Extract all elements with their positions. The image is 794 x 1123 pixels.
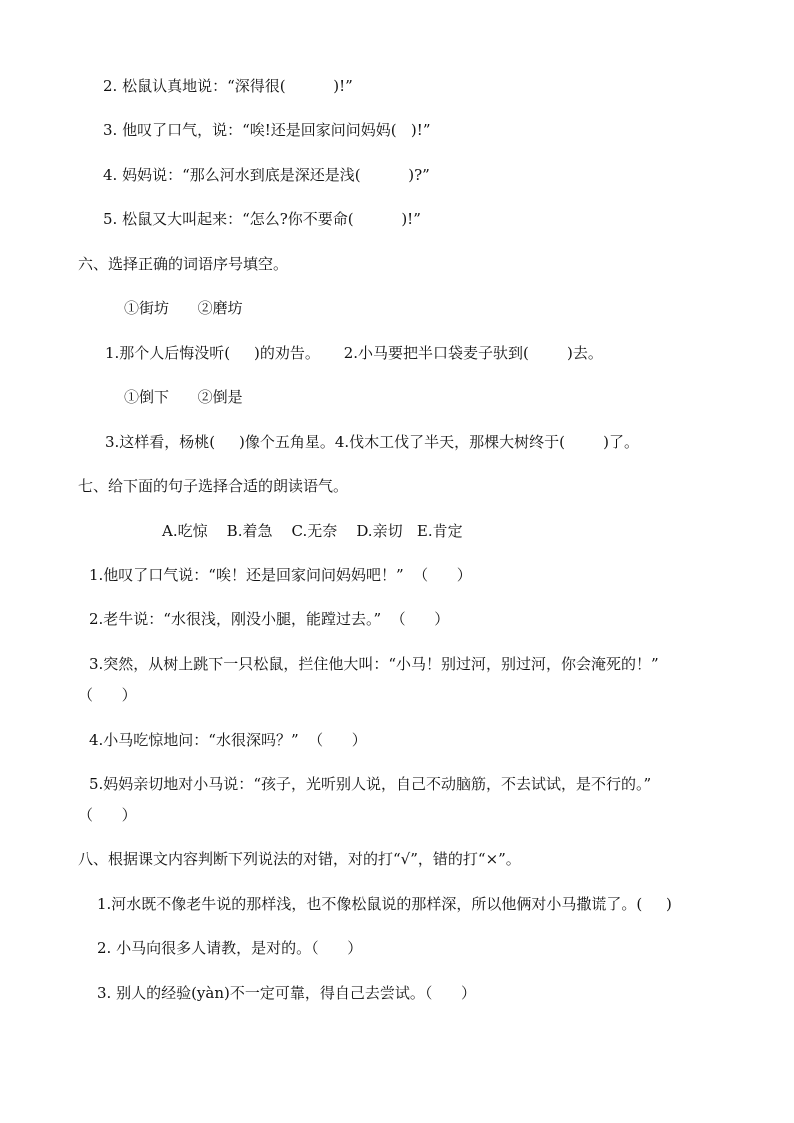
- s8-item-1: 1.河水既不像老牛说的那样浅，也不像松鼠说的那样深，所以他俩对小马撒谎了。( ): [97, 895, 672, 913]
- s5-item-2: 2. 松鼠认真地说：“深得很( )!”: [103, 77, 353, 95]
- s7-item-1: 1.他叹了口气说：“唉！还是回家问问妈妈吧！” （ ）: [89, 566, 472, 584]
- s6-row-1: 1.那个人后悔没听( )的劝告。 2.小马要把半口袋麦子驮到( )去。: [105, 344, 603, 362]
- s7-heading: 七、给下面的句子选择合适的朗读语气。: [78, 477, 349, 495]
- s7-item-4: 4.小马吃惊地问：“水很深吗？” （ ）: [89, 731, 367, 749]
- s8-heading: 八、根据课文内容判断下列说法的对错，对的打“√”，错的打“×”。: [78, 850, 521, 868]
- s5-item-5: 5. 松鼠又大叫起来：“怎么?你不要命( )!”: [103, 210, 421, 228]
- s7-item-5-line-1: 5.妈妈亲切地对小马说：“孩子，光听别人说，自己不动脑筋，不去试试，是不行的。”: [89, 775, 652, 793]
- s7-options: A.吃惊 B.着急 C.无奈 D.亲切 E.肯定: [162, 522, 463, 540]
- s7-item-3-line-2: （ ）: [78, 686, 137, 704]
- s6-options-2: ①倒下 ②倒是: [124, 388, 243, 406]
- s6-heading: 六、选择正确的词语序号填空。: [78, 255, 289, 273]
- s6-options-1: ①街坊 ②磨坊: [124, 299, 243, 317]
- s7-item-5-line-2: （ ）: [78, 806, 137, 824]
- s8-item-3: 3. 别人的经验(yàn)不一定可靠，得自己去尝试。（ ）: [97, 984, 476, 1002]
- s8-item-2: 2. 小马向很多人请教，是对的。（ ）: [97, 939, 363, 957]
- s7-item-3-line-1: 3.突然，从树上跳下一只松鼠，拦住他大叫：“小马！别过河，别过河，你会淹死的！”: [89, 655, 659, 673]
- s5-item-3: 3. 他叹了口气，说：“唉!还是回家问问妈妈( )!”: [103, 121, 431, 139]
- s6-row-2: 3.这样看，杨桃( )像个五角星。4.伐木工伐了半天，那棵大树终于( )了。: [105, 433, 640, 451]
- s5-item-4: 4. 妈妈说：“那么河水到底是深还是浅( )?”: [103, 166, 430, 184]
- s7-item-2: 2.老牛说：“水很浅，刚没小腿，能蹚过去。” （ ）: [89, 610, 450, 628]
